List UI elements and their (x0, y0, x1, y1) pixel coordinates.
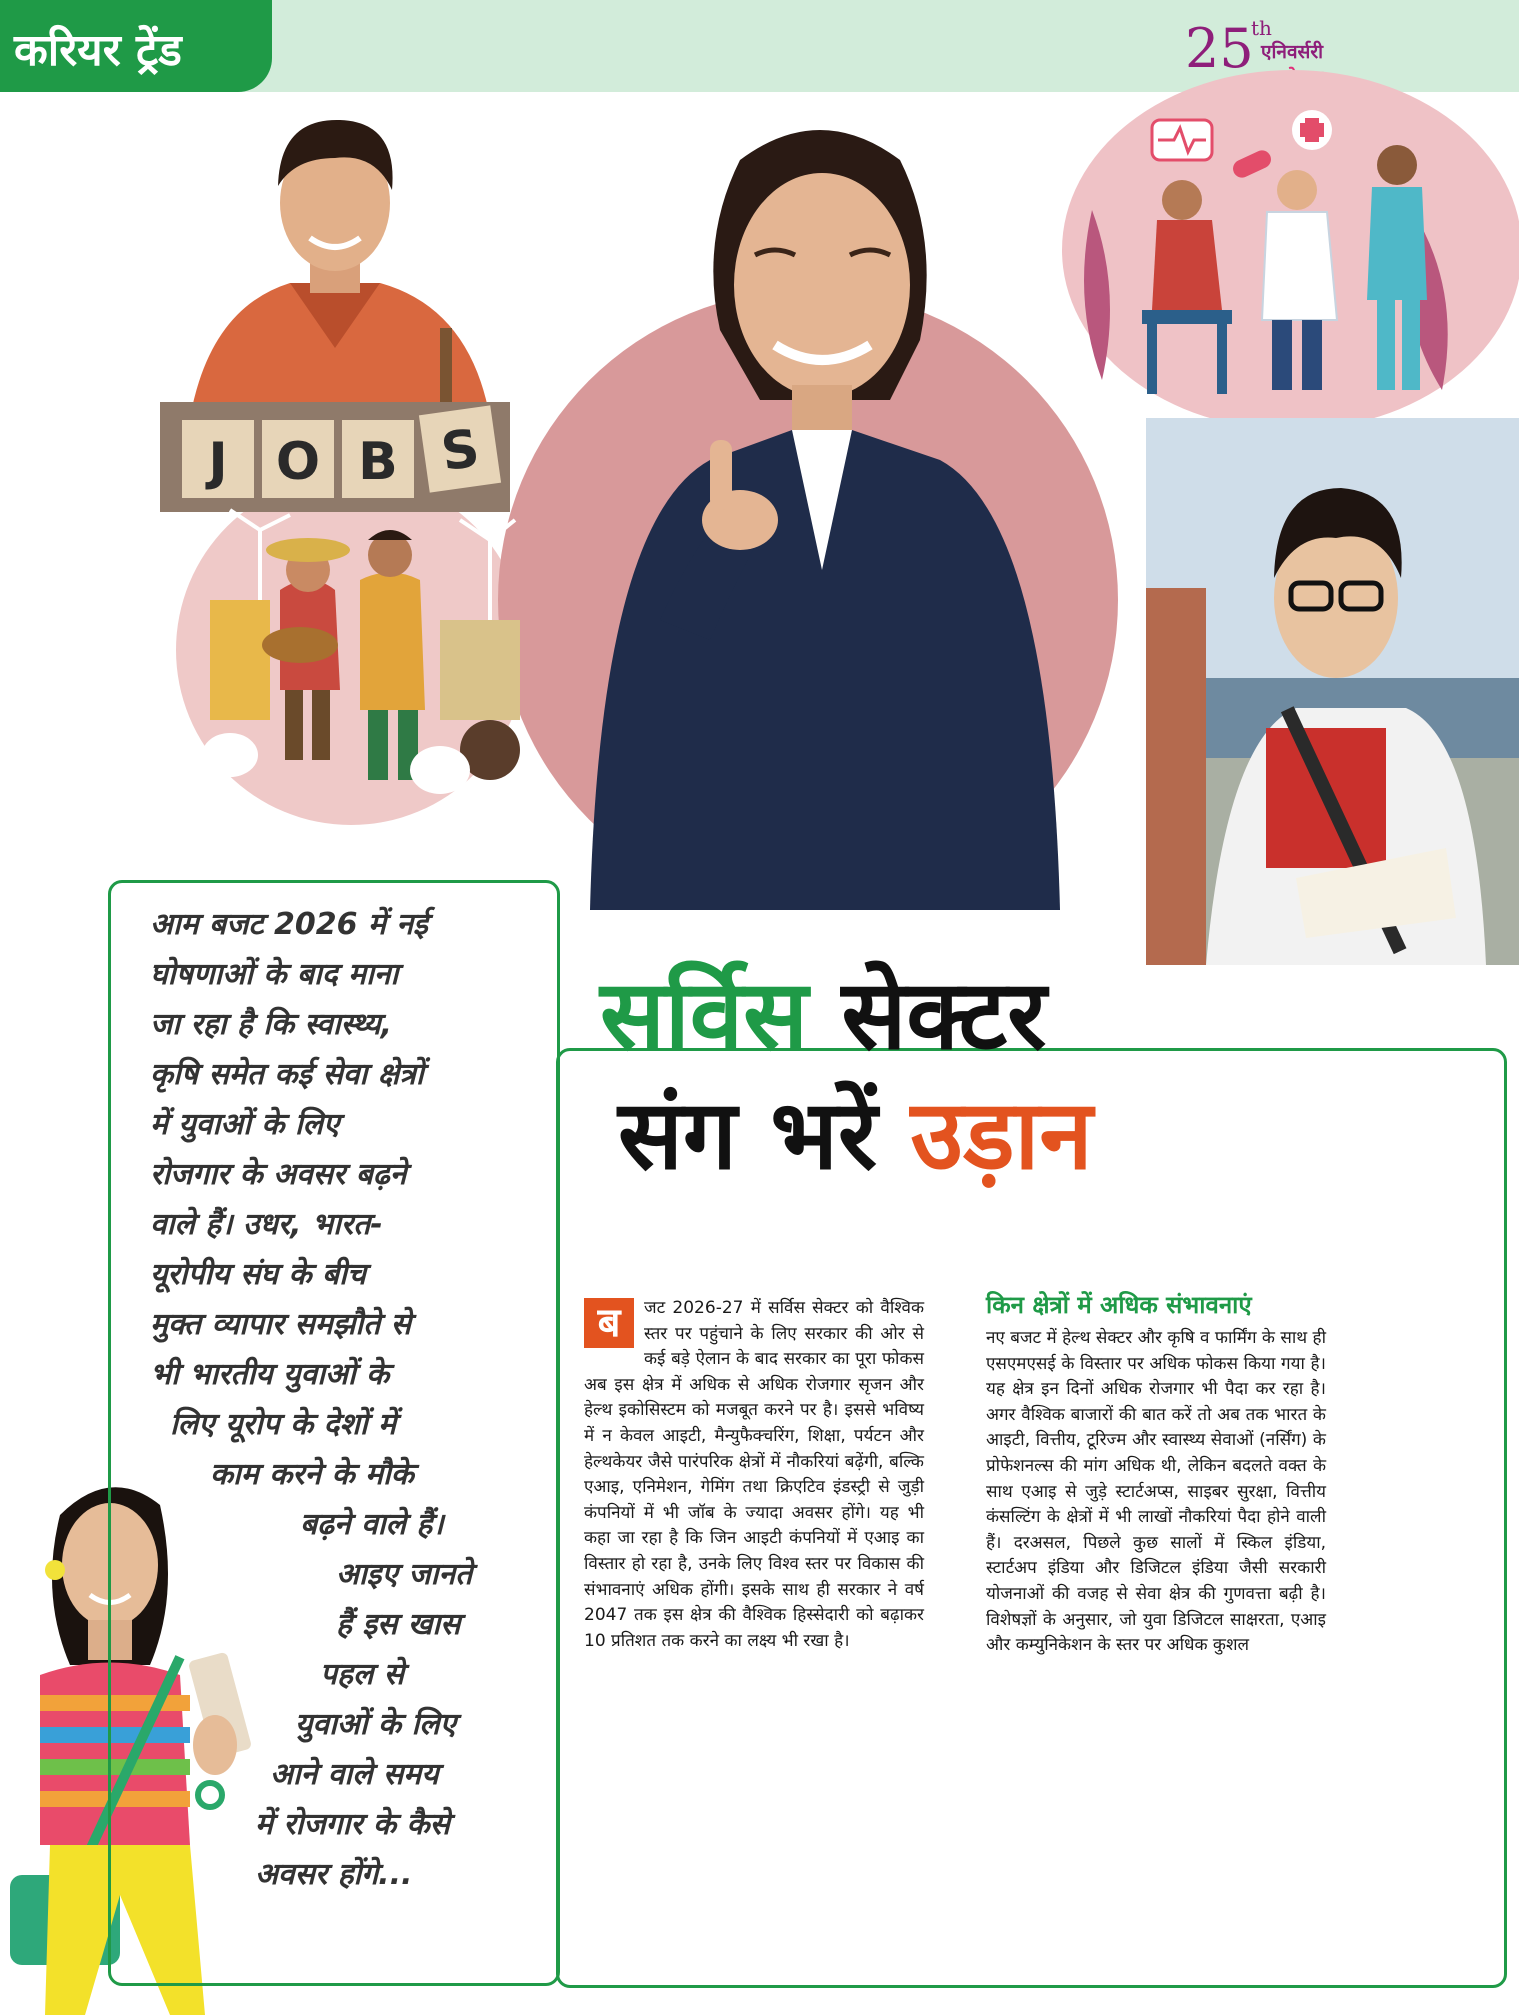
intro-line: जा रहा है कि स्वास्थ्य, (150, 1007, 393, 1042)
headline-line2 (618, 1080, 1093, 1190)
article-subhead: किन क्षेत्रों में अधिक संभावनाएं (986, 1291, 1252, 1319)
intro-line: आम बजट 2026 में नई (150, 907, 428, 942)
headline-word-service: सर्विस (600, 959, 809, 1071)
jobs-letter-o: O (275, 432, 321, 492)
intro-line: अवसर होंगे... (255, 1857, 413, 1892)
anniversary-number: 25 (1185, 17, 1254, 80)
section-label: करियर ट्रेंड (14, 25, 182, 76)
article-column-1 (584, 1296, 924, 1654)
jobs-letter-j: J (208, 432, 228, 492)
intro-line: आइए जानते (336, 1557, 473, 1592)
intro-line: में युवाओं के लिए (150, 1107, 340, 1142)
intro-line: घोषणाओं के बाद माना (150, 957, 399, 992)
intro-line: में रोजगार के कैसे (255, 1807, 450, 1842)
young-man-photo (170, 98, 500, 418)
intro-line: आने वाले समय (270, 1757, 439, 1792)
intro-text (150, 900, 510, 1900)
intro-line: लिए यूरोप के देशों में (170, 1407, 397, 1442)
anniversary-suffix: th (1251, 16, 1272, 40)
student-photo (1146, 418, 1519, 965)
intro-line: युवाओं के लिए (295, 1707, 457, 1742)
intro-line: हैं इस खास (336, 1607, 461, 1642)
headline-line1 (600, 960, 1046, 1070)
intro-line: भी भारतीय युवाओं के (150, 1357, 390, 1392)
intro-line: बढ़ने वाले हैं। (300, 1507, 444, 1542)
businesswoman-photo (560, 100, 1080, 910)
intro-line: मुक्त व्यापार समझौते से (150, 1307, 412, 1342)
intro-line: पहल से (320, 1657, 405, 1692)
article-column-2 (986, 1326, 1326, 1659)
headline-word-udaan: उड़ान (910, 1079, 1093, 1191)
intro-line: रोजगार के अवसर बढ़ने (150, 1157, 407, 1192)
headline-words-sang-bharen: संग भरें (618, 1079, 878, 1191)
healthcare-illustration (1062, 90, 1519, 410)
intro-line: यूरोपीय संघ के बीच (150, 1257, 366, 1292)
intro-line: कृषि समेत कई सेवा क्षेत्रों (150, 1057, 424, 1092)
article-col2-text: नए बजट में हेल्थ सेक्टर और कृषि व फार्मिंग के साथ ही एसएमएसई के विस्तार पर अधिक फोकस किया गया है। यह क्षेत्र इन दिनों अधिक रोजगार भी पैदा कर रहा है। अगर वैश्विक बाजारों की बात करें तो अब तक भारत के आइटी, वित्तीय, टूरिज्म और स्वास्थ्य सेवाओं (नर्सिंग) के प्रोफेशनल्स की मांग अधिक थी, लेकिन बदलते वक्त के साथ एआइ से जुड़े स्टार्टअप्स, साइबर सुरक्षा, वित्तीय कंसल्टिंग के क्षेत्रों में भी लाखों नौकरियां पैदा होने वाली हैं। दरअसल, पिछले कुछ सालों में स्किल इंडिया, स्टार्टअप इंडिया और डिजिटल इंडिया जैसी सरकारी योजनाओं की वजह से सेवा क्षेत्र की गुणवत्ता बढ़ी है। विशेषज्ञों के अनुसार, जो युवा डिजिटल साक्षरता, एआइ और कम्युनिकेशन के स्तर पर अधिक कुशल (986, 1328, 1326, 1656)
headline-word-sector: सेक्टर (841, 959, 1047, 1071)
jobs-letter-b: B (358, 432, 398, 492)
jobs-letter-s: S (437, 418, 483, 484)
intro-line: काम करने के मौके (210, 1457, 414, 1492)
section-tab (0, 0, 272, 92)
intro-line: वाले हैं। उधर, भारत- (150, 1207, 383, 1242)
article-col1-text: जट 2026-27 में सर्विस सेक्टर को वैश्विक स्तर पर पहुंचाने के लिए सरकार की ओर से कई बड़े ऐलान के बाद सरकार का पूरा फोकस अब इस क्षेत्र में अधिक से अधिक रोजगार सृजन और हेल्थ इकोसिस्टम को मजबूत करने पर है। इससे भविष्य में न केवल आइटी, मैन्युफैक्चरिंग, शिक्षा, पर्यटन और हेल्थकेयर जैसे पारंपरिक क्षेत्रों में नौकरियां बढ़ेंगी, बल्कि एआइ, एनिमेशन, गेमिंग तथा क्रिएटिव इंडस्ट्री से जुड़ी कंपनियों में भी जॉब के ज्यादा अवसर होंगे। यह भी कहा जा रहा है कि जिन आइटी कंपनियों में एआइ का विस्तार हो रहा है, उनके लिए विश्व स्तर पर विकास की संभावनाएं अधिक होंगी। इसके साथ ही सरकार ने वर्ष 2047 तक इस क्षेत्र की वैश्विक हिस्सेदारी को बढ़ाकर 10 प्रतिशत तक करने का लक्ष्य भी रखा है। (584, 1298, 924, 1651)
farm-illustration (190, 470, 530, 820)
anniversary-line1: एनिवर्सरी (1261, 41, 1324, 63)
drop-cap: ब (584, 1298, 634, 1348)
